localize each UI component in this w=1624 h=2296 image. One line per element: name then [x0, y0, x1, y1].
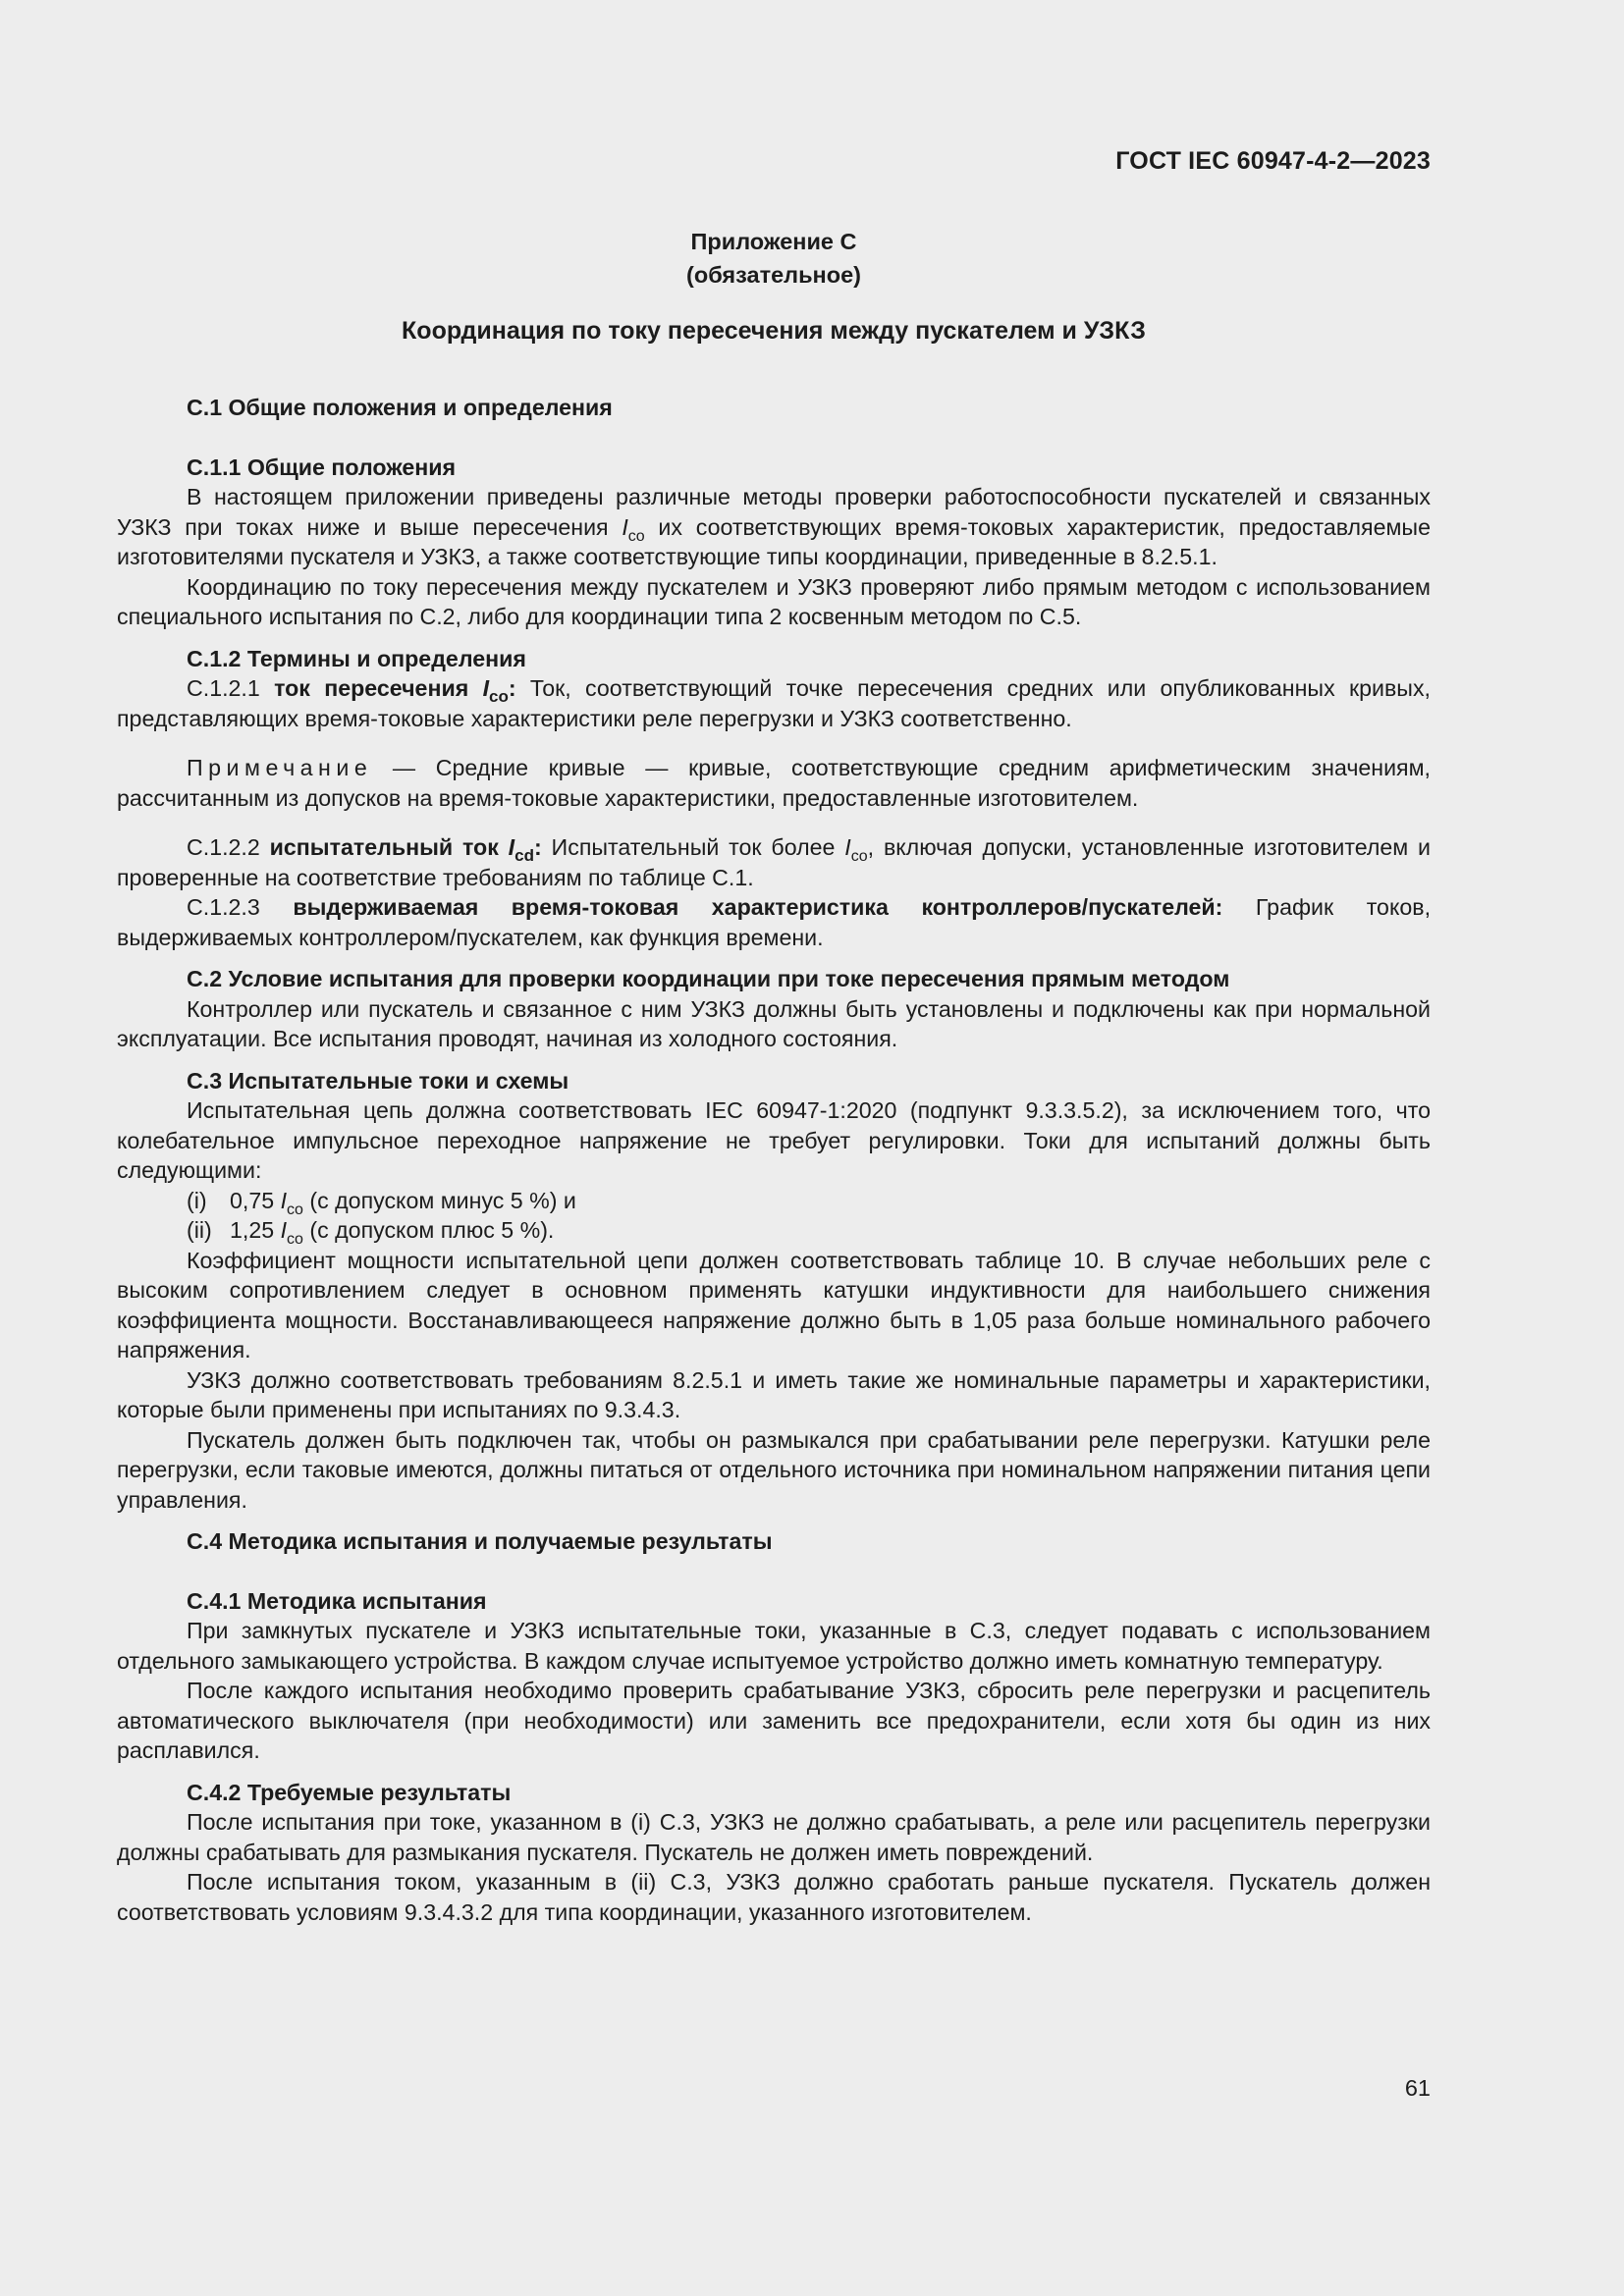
paragraph-c4-2-2: После испытания током, указанным в (ii) С.3, УЗКЗ должно сработать раньше пускателя. Пускатель должен соответствовать условиям 9.3.4.3.2 для типа координации, указанного изготовителем. [117, 1869, 1431, 1925]
list-item-i: (i) 0,75 $I_{co}$ (с допуском минус 5 %) и [187, 1187, 576, 1218]
document-id-header: ГОСТ IEC 60947-4-2—2023 [1115, 147, 1431, 175]
section-heading-c1-1: С.1.1 Общие положения [187, 454, 457, 480]
paragraph-c1-1-2: Координацию по току пересечения между пускателем и УЗКЗ проверяют либо прямым методом с использованием специального испытания по С.2, либо для координации типа 2 косвенным методом по С.5. [117, 573, 1431, 629]
list-item-ii: (ii) 1,25 $I_{co}$ (с допуском плюс 5 %). [187, 1217, 555, 1248]
paragraph-c3-4: Пускатель должен быть подключен так, чтобы он размыкался при срабатывании реле перегрузки. Катушки реле перегрузки, если таковые имеются, должны питаться от отдельного источника при номинальном напряжении питания цепи управления. [117, 1426, 1431, 1513]
paragraph-c1-1-1: В настоящем приложении приведены различные методы проверки работоспособности пускателей и связанных УЗКЗ при токах ниже и выше пересечения $I_{co}$ их соответствующих время-токовых характеристик, предоставляемые изготовителями пускателя и УЗКЗ, а также соответствующие типы координации, приведенные в 8.2.5.1. [117, 484, 1431, 569]
section-heading-c4-1: С.4.1 Методика испытания [187, 1587, 487, 1614]
paragraph-c3-1: Испытательная цепь должна соответствовать IEC 60947-1:2020 (подпункт 9.3.3.5.2), за исключением того, что колебательное импульсное переходное напряжение не требует регулировки. Токи для испытаний должны быть следующими: [117, 1097, 1431, 1183]
document-body [117, 393, 1431, 1927]
term-c1-2-1: С.1.2.1 ток пересечения $I_{co}$: Ток, соответствующий точке пересечения средних или опубликованных кривых, представляющих время-токовые характеристики реле перегрузки и УЗКЗ соответственно. [117, 675, 1431, 731]
annex-status: (обязательное) [686, 262, 861, 288]
annex-label: Приложение С [690, 229, 857, 254]
paragraph-c3-3: УЗКЗ должно соответствовать требованиям 8.2.5.1 и иметь такие же номинальные параметры и характеристики, которые были применены при испытаниях по 9.3.4.3. [117, 1366, 1431, 1422]
paragraph-c4-2-1: После испытания при токе, указанном в (i) С.3, УЗКЗ не должно срабатывать, а реле или расцепитель перегрузки должны срабатывать для размыкания пускателя. Пускатель не должен иметь повреждений. [117, 1809, 1431, 1865]
paragraph-c2-1: Контроллер или пускатель и связанное с ним УЗКЗ должны быть установлены и подключены как при нормальной эксплуатации. Все испытания проводят, начиная из холодного состояния. [117, 995, 1431, 1051]
paragraph-c3-2: Коэффициент мощности испытательной цепи должен соответствовать таблице 10. В случае небольших реле с высоким сопротивлением следует в основном применять катушки индуктивности для наибольшего снижения коэффициента мощности. Восстанавливающееся напряжение должно быть в 1,05 раза больше номинального рабочего напряжения. [117, 1247, 1431, 1362]
paragraph-c4-1-2: После каждого испытания необходимо проверить срабатывание УЗКЗ, сбросить реле перегрузки и расцепитель автоматического выключателя (при необходимости) или заменить все предохранители, если хотя бы один из них расплавился. [117, 1678, 1431, 1763]
document-page [117, 0, 1431, 2296]
section-heading-c2: С.2 Условие испытания для проверки координации при токе пересечения прямым методом [187, 966, 1230, 991]
note-label: Примечание [187, 755, 373, 780]
paragraph-c4-1-1: При замкнутых пускателе и УЗКЗ испытательные токи, указанные в С.3, следует подавать с использованием отдельного замыкающего устройства. В каждом случае испытуемое устройство должно иметь комнатную температуру. [117, 1618, 1431, 1674]
section-heading-c1: С.1 Общие положения и определения [187, 395, 613, 420]
page-number: 61 [1404, 2075, 1431, 2101]
annex-title: Координация по току пересечения между пускателем и УЗКЗ [402, 317, 1146, 345]
term-c1-2-3: С.1.2.3 выдерживаемая время-токовая характеристика контроллеров/пускателей: График токов, выдерживаемых контроллером/пускателем, как функция времени. [117, 894, 1432, 950]
section-heading-c3: С.3 Испытательные токи и схемы [187, 1067, 569, 1094]
annex-heading [117, 225, 1431, 292]
section-heading-c4-2: С.4.2 Требуемые результаты [187, 1779, 512, 1805]
note-paragraph: Примечание — Средние кривые — кривые, соответствующие средним арифметическим значениям, рассчитанным из допусков на время-токовые характеристики, предоставленные изготовителем. [117, 755, 1431, 811]
section-heading-c1-2: С.1.2 Термины и определения [187, 645, 526, 671]
term-c1-2-2: С.1.2.2 испытательный ток $I_{cd}$: Испытательный ток более $I_{co}$, включая допуски, установленные изготовителем и проверенные на соответствие требованиям по таблице С.1. [117, 834, 1432, 890]
section-heading-c4: С.4 Методика испытания и получаемые результаты [187, 1528, 773, 1554]
